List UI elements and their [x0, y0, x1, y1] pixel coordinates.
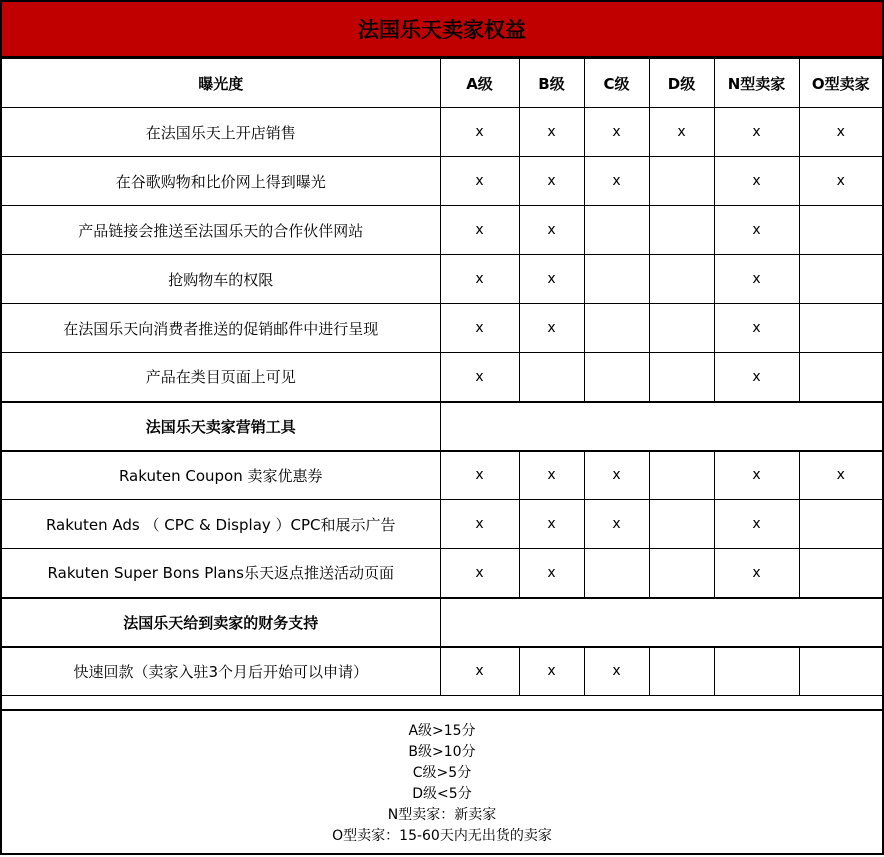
check-mark: x	[752, 467, 761, 484]
check-mark: x	[547, 564, 556, 581]
check-mark: x	[836, 124, 845, 140]
mark-cell	[584, 353, 649, 402]
check-mark: x	[547, 124, 556, 140]
mark-cell	[799, 255, 882, 304]
header-level-a: A级	[440, 59, 519, 108]
legend-line: D级<5分	[412, 786, 472, 802]
mark-cell	[584, 255, 649, 304]
table-row	[2, 157, 882, 206]
mark-cell	[714, 304, 799, 353]
check-mark: x	[836, 173, 845, 189]
mark-cell	[519, 353, 584, 402]
mark-cell	[799, 451, 882, 500]
row-label: Rakuten Ads （ CPC & Display ）CPC和展示广告	[2, 500, 440, 549]
mark-cell	[799, 157, 882, 206]
mark-cell	[584, 304, 649, 353]
check-mark: x	[752, 564, 761, 581]
section-title: 法国乐天给到卖家的财务支持	[2, 598, 440, 647]
row-label: 在法国乐天向消费者推送的促销邮件中进行呈现	[2, 304, 440, 353]
check-mark: x	[547, 516, 556, 532]
check-mark: x	[475, 222, 484, 238]
mark-cell	[799, 647, 882, 696]
check-mark: x	[475, 173, 484, 189]
check-mark: x	[612, 173, 621, 189]
mark-cell	[440, 549, 519, 598]
mark-cell	[519, 304, 584, 353]
legend-line: C级>5分	[412, 765, 472, 781]
mark-cell	[440, 647, 519, 696]
mark-cell	[649, 353, 714, 402]
table-row	[2, 500, 882, 549]
check-mark: x	[752, 516, 761, 532]
row-label: 抢购物车的权限	[2, 255, 440, 304]
check-mark: x	[547, 271, 556, 287]
mark-cell	[440, 108, 519, 157]
mark-cell	[519, 108, 584, 157]
mark-cell	[649, 549, 714, 598]
check-mark: x	[475, 663, 484, 680]
mark-cell	[714, 206, 799, 255]
mark-cell	[519, 451, 584, 500]
table-row	[2, 647, 882, 696]
legend-line: N型卖家：新卖家	[387, 807, 497, 823]
mark-cell	[649, 451, 714, 500]
check-mark: x	[547, 222, 556, 238]
mark-cell	[799, 353, 882, 402]
mark-cell	[440, 304, 519, 353]
row-label: 在法国乐天上开店销售	[2, 108, 440, 157]
header-level-b: B级	[519, 59, 584, 108]
mark-cell	[714, 157, 799, 206]
section-empty-cell	[440, 598, 882, 647]
check-mark: x	[612, 516, 621, 532]
check-mark: x	[475, 124, 484, 140]
header-level-c: C级	[584, 59, 649, 108]
mark-cell	[519, 206, 584, 255]
table-row	[2, 206, 882, 255]
mark-cell	[649, 157, 714, 206]
check-mark: x	[475, 516, 484, 532]
row-label: 产品链接会推送至法国乐天的合作伙伴网站	[2, 206, 440, 255]
mark-cell	[519, 549, 584, 598]
section-title: 法国乐天卖家营销工具	[2, 402, 440, 451]
row-label: 快速回款（卖家入驻3个月后开始可以申请）	[2, 647, 440, 696]
mark-cell	[649, 500, 714, 549]
mark-cell	[584, 647, 649, 696]
mark-cell	[649, 304, 714, 353]
mark-cell	[799, 500, 882, 549]
check-mark: x	[475, 271, 484, 287]
mark-cell	[584, 549, 649, 598]
mark-cell	[584, 500, 649, 549]
row-label: Rakuten Super Bons Plans乐天返点推送活动页面	[2, 549, 440, 598]
check-mark: x	[752, 173, 761, 189]
check-mark: x	[677, 124, 686, 140]
mark-cell	[440, 206, 519, 255]
check-mark: x	[475, 564, 484, 581]
header-category: 曝光度	[2, 59, 440, 108]
mark-cell	[519, 255, 584, 304]
legend-line: A级>15分	[408, 723, 476, 739]
table-row	[2, 304, 882, 353]
section-row	[2, 598, 882, 647]
table-row	[2, 549, 882, 598]
check-mark: x	[752, 124, 761, 140]
mark-cell	[714, 255, 799, 304]
check-mark: x	[836, 467, 845, 484]
table-row	[2, 451, 882, 500]
check-mark: x	[547, 467, 556, 484]
mark-cell	[440, 255, 519, 304]
check-mark: x	[475, 320, 484, 336]
mark-cell	[649, 647, 714, 696]
mark-cell	[584, 108, 649, 157]
header-level-o: O型卖家	[799, 59, 882, 108]
mark-cell	[519, 157, 584, 206]
check-mark: x	[612, 467, 621, 484]
mark-cell	[440, 353, 519, 402]
table-row	[2, 255, 882, 304]
check-mark: x	[547, 320, 556, 336]
check-mark: x	[752, 222, 761, 238]
header-level-d: D级	[649, 59, 714, 108]
check-mark: x	[612, 124, 621, 140]
check-mark: x	[475, 368, 484, 385]
check-mark: x	[752, 368, 761, 385]
mark-cell	[714, 353, 799, 402]
row-label: 在谷歌购物和比价网上得到曝光	[2, 157, 440, 206]
mark-cell	[440, 451, 519, 500]
row-label: 产品在类目页面上可见	[2, 353, 440, 402]
mark-cell	[714, 451, 799, 500]
mark-cell	[649, 206, 714, 255]
legend-line: B级>10分	[408, 744, 476, 760]
mark-cell	[714, 108, 799, 157]
mark-cell	[799, 206, 882, 255]
mark-cell	[519, 500, 584, 549]
mark-cell	[799, 108, 882, 157]
mark-cell	[584, 157, 649, 206]
mark-cell	[649, 255, 714, 304]
mark-cell	[584, 206, 649, 255]
sheet-title: 法国乐天卖家权益	[2, 2, 882, 58]
header-level-n: N型卖家	[714, 59, 799, 108]
check-mark: x	[612, 663, 621, 680]
mark-cell	[714, 500, 799, 549]
header-row	[2, 59, 882, 108]
mark-cell	[440, 157, 519, 206]
section-row	[2, 402, 882, 451]
table-row	[2, 353, 882, 402]
mark-cell	[799, 549, 882, 598]
check-mark: x	[547, 173, 556, 189]
row-label: Rakuten Coupon 卖家优惠券	[2, 451, 440, 500]
mark-cell	[440, 500, 519, 549]
mark-cell	[714, 549, 799, 598]
check-mark: x	[547, 663, 556, 680]
check-mark: x	[752, 320, 761, 336]
level-legend	[2, 709, 882, 857]
mark-cell	[584, 451, 649, 500]
benefits-table	[2, 58, 882, 696]
table-body	[2, 59, 882, 696]
section-empty-cell	[440, 402, 882, 451]
mark-cell	[714, 647, 799, 696]
check-mark: x	[752, 271, 761, 287]
check-mark: x	[475, 467, 484, 484]
table-row	[2, 108, 882, 157]
mark-cell	[649, 108, 714, 157]
legend-line: O型卖家：15-60天内无出货的卖家	[332, 828, 552, 844]
mark-cell	[519, 647, 584, 696]
mark-cell	[799, 304, 882, 353]
